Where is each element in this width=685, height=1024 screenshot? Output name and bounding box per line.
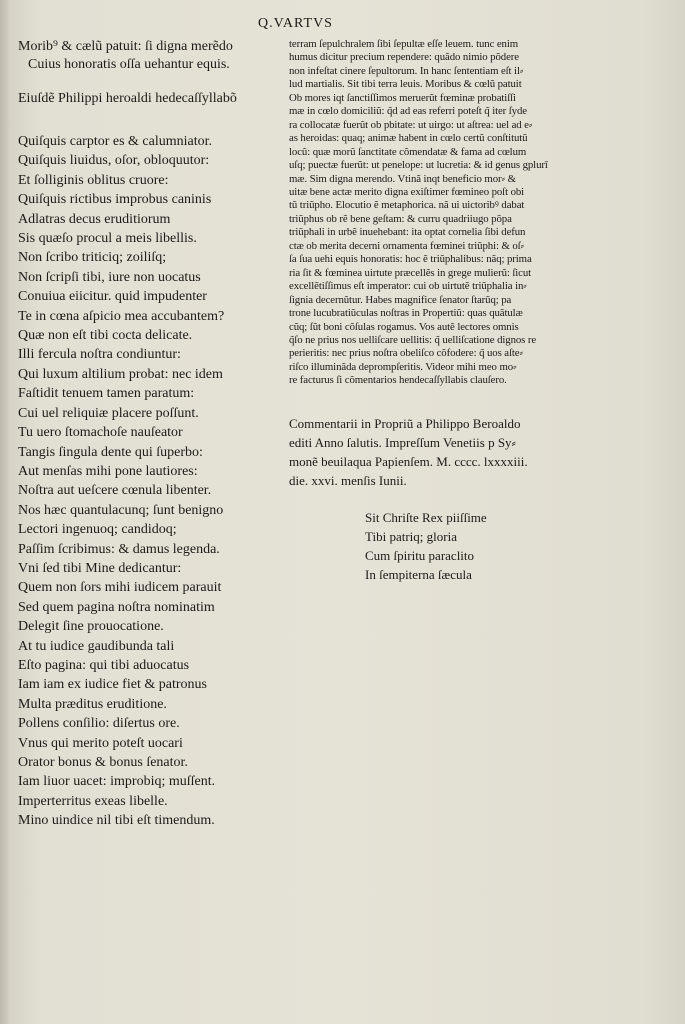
prose-line: mæ in cœlo domiciliũ: q̃d ad eas referri poteſt q̃ iter ſyde — [289, 105, 527, 118]
prose-line: lud martialis. Sit tibi terra leuis. Moribus & cœlũ patuit — [289, 78, 522, 91]
prose-line: ria ſit & fœminea uirtute præcellẽs in grege mulierũ: ſicut — [289, 266, 532, 279]
poem-line: Quiſquis liuidus, oſor, obloquutor: — [18, 153, 210, 169]
prose-line: perieritis: nec prius noſtra obeliſco cõfodere: q̃ uos aſte⸗ — [289, 347, 523, 360]
colophon — [289, 414, 597, 490]
prose-line: Ob mores iqt ſanctiſſimos meruerũt fœminæ probatiſſi — [289, 91, 516, 104]
poem-line: Iam liuor uacet: improbiq; muſſent. — [18, 774, 216, 790]
dedication-couplet — [18, 38, 280, 74]
dedication-line: Morib⁹ & cælũ patuit: ſi digna merẽdo — [18, 39, 233, 54]
poem-line: Quæ non eſt tibi cocta delicate. — [18, 328, 193, 344]
poem-line: Te in cœna aſpicio mea accubantem? — [18, 308, 225, 324]
running-head: Q.VARTVS — [258, 16, 333, 31]
doxology-line: Cum ſpiritu paraclito — [365, 547, 475, 563]
poem-line: Cui uel reliquiæ placere poſſunt. — [18, 405, 199, 421]
poem-line: Lectori ingenuoq; candidoq; — [18, 522, 177, 538]
poem-line: Mino uindice nil tibi eſt timendum. — [18, 813, 215, 829]
prose-line: mæ. Sim digna merendo. Vtinã inqt beneficio mor⸗ & — [289, 172, 516, 185]
poem-line: Noſtra aut ueſcere cœnula libenter. — [18, 483, 212, 499]
prose-line: triũphali in urbẽ inuehebant: ita optat cornelia ſibi defun — [289, 226, 526, 239]
poem-line: Nos hæc quantulacunq; ſunt benigno — [18, 502, 224, 518]
prose-line: terram ſepulchralem ſibi ſepultæ eſſe leuem. tunc enim — [289, 38, 519, 50]
commentary-prose — [289, 38, 597, 388]
left-column — [18, 38, 280, 831]
prose-line: cũq; ſũt boni cõſulas rogamus. Vos autẽ lectores omnis — [289, 320, 519, 333]
poem-line: Imperterritus exeas libelle. — [18, 793, 168, 809]
prose-line: humus dicitur precium rependere: quãdo nimio põdere — [289, 51, 519, 64]
prose-line: q̃ſo ne prius nos uelliſcare uellitis: q̃ uelliſcatione dignos re — [289, 333, 537, 346]
poem-line: Quiſquis rictibus improbus caninis — [18, 192, 212, 208]
poem-line: Sis quæſo procul a meis libellis. — [18, 231, 197, 247]
poem-line: Paſſim ſcribimus: & damus legenda. — [18, 541, 220, 557]
poem-line: Vnus qui merito poteſt uocari — [18, 735, 183, 751]
poem-line: Quem non ſors mihi iudicem parauit — [18, 580, 222, 596]
prose-line: tũ triũpho. Elocutio ẽ metaphorica. nã ui uictoribꝰ dabat — [289, 199, 525, 212]
prose-line: re facturus ſi cõmentarios hendecaſſyllabis clauſero. — [289, 374, 507, 387]
poem-line: Non ſcribo triticiq; zoiliſq; — [18, 250, 167, 266]
closing-doxology — [289, 508, 597, 584]
poem-line: Aut menſas mihi pone lautiores: — [18, 463, 198, 479]
prose-line: uitæ bene actæ merito digna exiſtimer fœmineo poſt obi — [289, 185, 525, 198]
hendecasyllable-poem — [18, 132, 280, 831]
colophon-line: die. xxvi. menſis Iunii. — [289, 472, 407, 488]
colophon-line: Commentarii in Propriũ a Philippo Beroaldo — [289, 415, 521, 431]
poem-line: Iam iam ex iudice fiet & patronus — [18, 677, 207, 693]
prose-line: as heroidas: quaq; animæ habent in cœlo certũ conſtitutũ — [289, 132, 528, 145]
prose-line: uſq; puectæ fuerũt: ut penelope: ut lucretia: & id genus gplurī — [289, 159, 548, 172]
doxology-line: Sit Chriſte Rex piiſſime — [365, 509, 487, 525]
poem-heading: Eiuſdẽ Philippi heroaldi hedecaſſyllabõ — [18, 91, 237, 106]
poem-line: Delegit ſine prouocatione. — [18, 619, 164, 635]
prose-line: triũphus ob rẽ bene geſtam: & curru quadriiugo põpa — [289, 212, 512, 225]
prose-line: locũ: quæ morũ ſanctitate cõmendatæ & fama ad cœlum — [289, 145, 527, 158]
poem-line: Qui luxum altilium probat: nec idem — [18, 366, 223, 382]
prose-line: riſco illuminãda deprompſeritis. Videor mihi meo mo⸗ — [289, 360, 517, 373]
poem-line: Faſtidit tenuem tamen paratum: — [18, 386, 195, 402]
poem-line: Non ſcripſi tibi, iure non uocatus — [18, 269, 201, 285]
doxology-line: In ſempiterna ſæcula — [365, 566, 472, 582]
poem-line: Conuiua eiicitur. quid impudenter — [18, 289, 207, 305]
prose-line: trone lucubratiũculas noſtras in Propertiũ: quas quãtulæ — [289, 307, 523, 320]
dedication-line: Cuius honoratis oſſa uehantur equis. — [28, 57, 230, 72]
poem-line: Tangis ſingula dente qui ſuperbo: — [18, 444, 203, 460]
prose-line: ra collocatæ fuerũt ob pbitate: ut uirgo: ut aſtrea: uel ad e⸗ — [289, 118, 533, 131]
page-edge-shadow — [0, 0, 10, 1024]
poem-line: Vni ſed tibi Mine dedicantur: — [18, 560, 182, 576]
poem-line: Multa præditus eruditione. — [18, 696, 167, 712]
colophon-line: monẽ beuilaqua Papienſem. M. cccc. lxxxxiii. — [289, 453, 528, 469]
prose-line: ſignia decernũtur. Habes magnifice ſenator ſtarũq; pa — [289, 293, 512, 306]
right-column — [289, 38, 597, 584]
poem-line: Quiſquis carptor es & calumniator. — [18, 134, 213, 149]
poem-line: Orator bonus & bonus ſenator. — [18, 755, 188, 770]
poem-line: At tu iudice gaudibunda tali — [18, 638, 175, 654]
poem-line: Et ſolliginis oblitus cruore: — [18, 172, 169, 188]
prose-line: ſa ſua uehi equis honoratis: hoc ẽ triũphalibus: nãq; prima — [289, 253, 532, 266]
poem-line: Sed quem pagina noſtra nominatim — [18, 599, 215, 615]
prose-line: ctæ ob merita decerni ornamenta fœminei triũphi: & oſ⸗ — [289, 239, 525, 252]
colophon-line: editi Anno ſalutis. Impreſſum Venetiis p Sy⸗ — [289, 434, 516, 450]
poem-line: Illi fercula noſtra condiuntur: — [18, 347, 181, 363]
poem-line: Tu uero ſtomachoſe nauſeator — [18, 425, 183, 441]
doxology-line: Tibi patriq; gloria — [365, 528, 457, 544]
poem-line: Adlatras decus eruditiorum — [18, 211, 171, 227]
poem-line: Pollens conſilio: diſertus ore. — [18, 716, 180, 732]
prose-line: excellẽtiſſimus eſt imperator: cui ob uirtutẽ triũphalia in⸗ — [289, 280, 527, 293]
poem-line: Eſto pagina: qui tibi aduocatus — [18, 657, 190, 673]
prose-line: non infeſtat cinere ſepultorum. In hanc ſententiam eſt il⸗ — [289, 64, 524, 77]
